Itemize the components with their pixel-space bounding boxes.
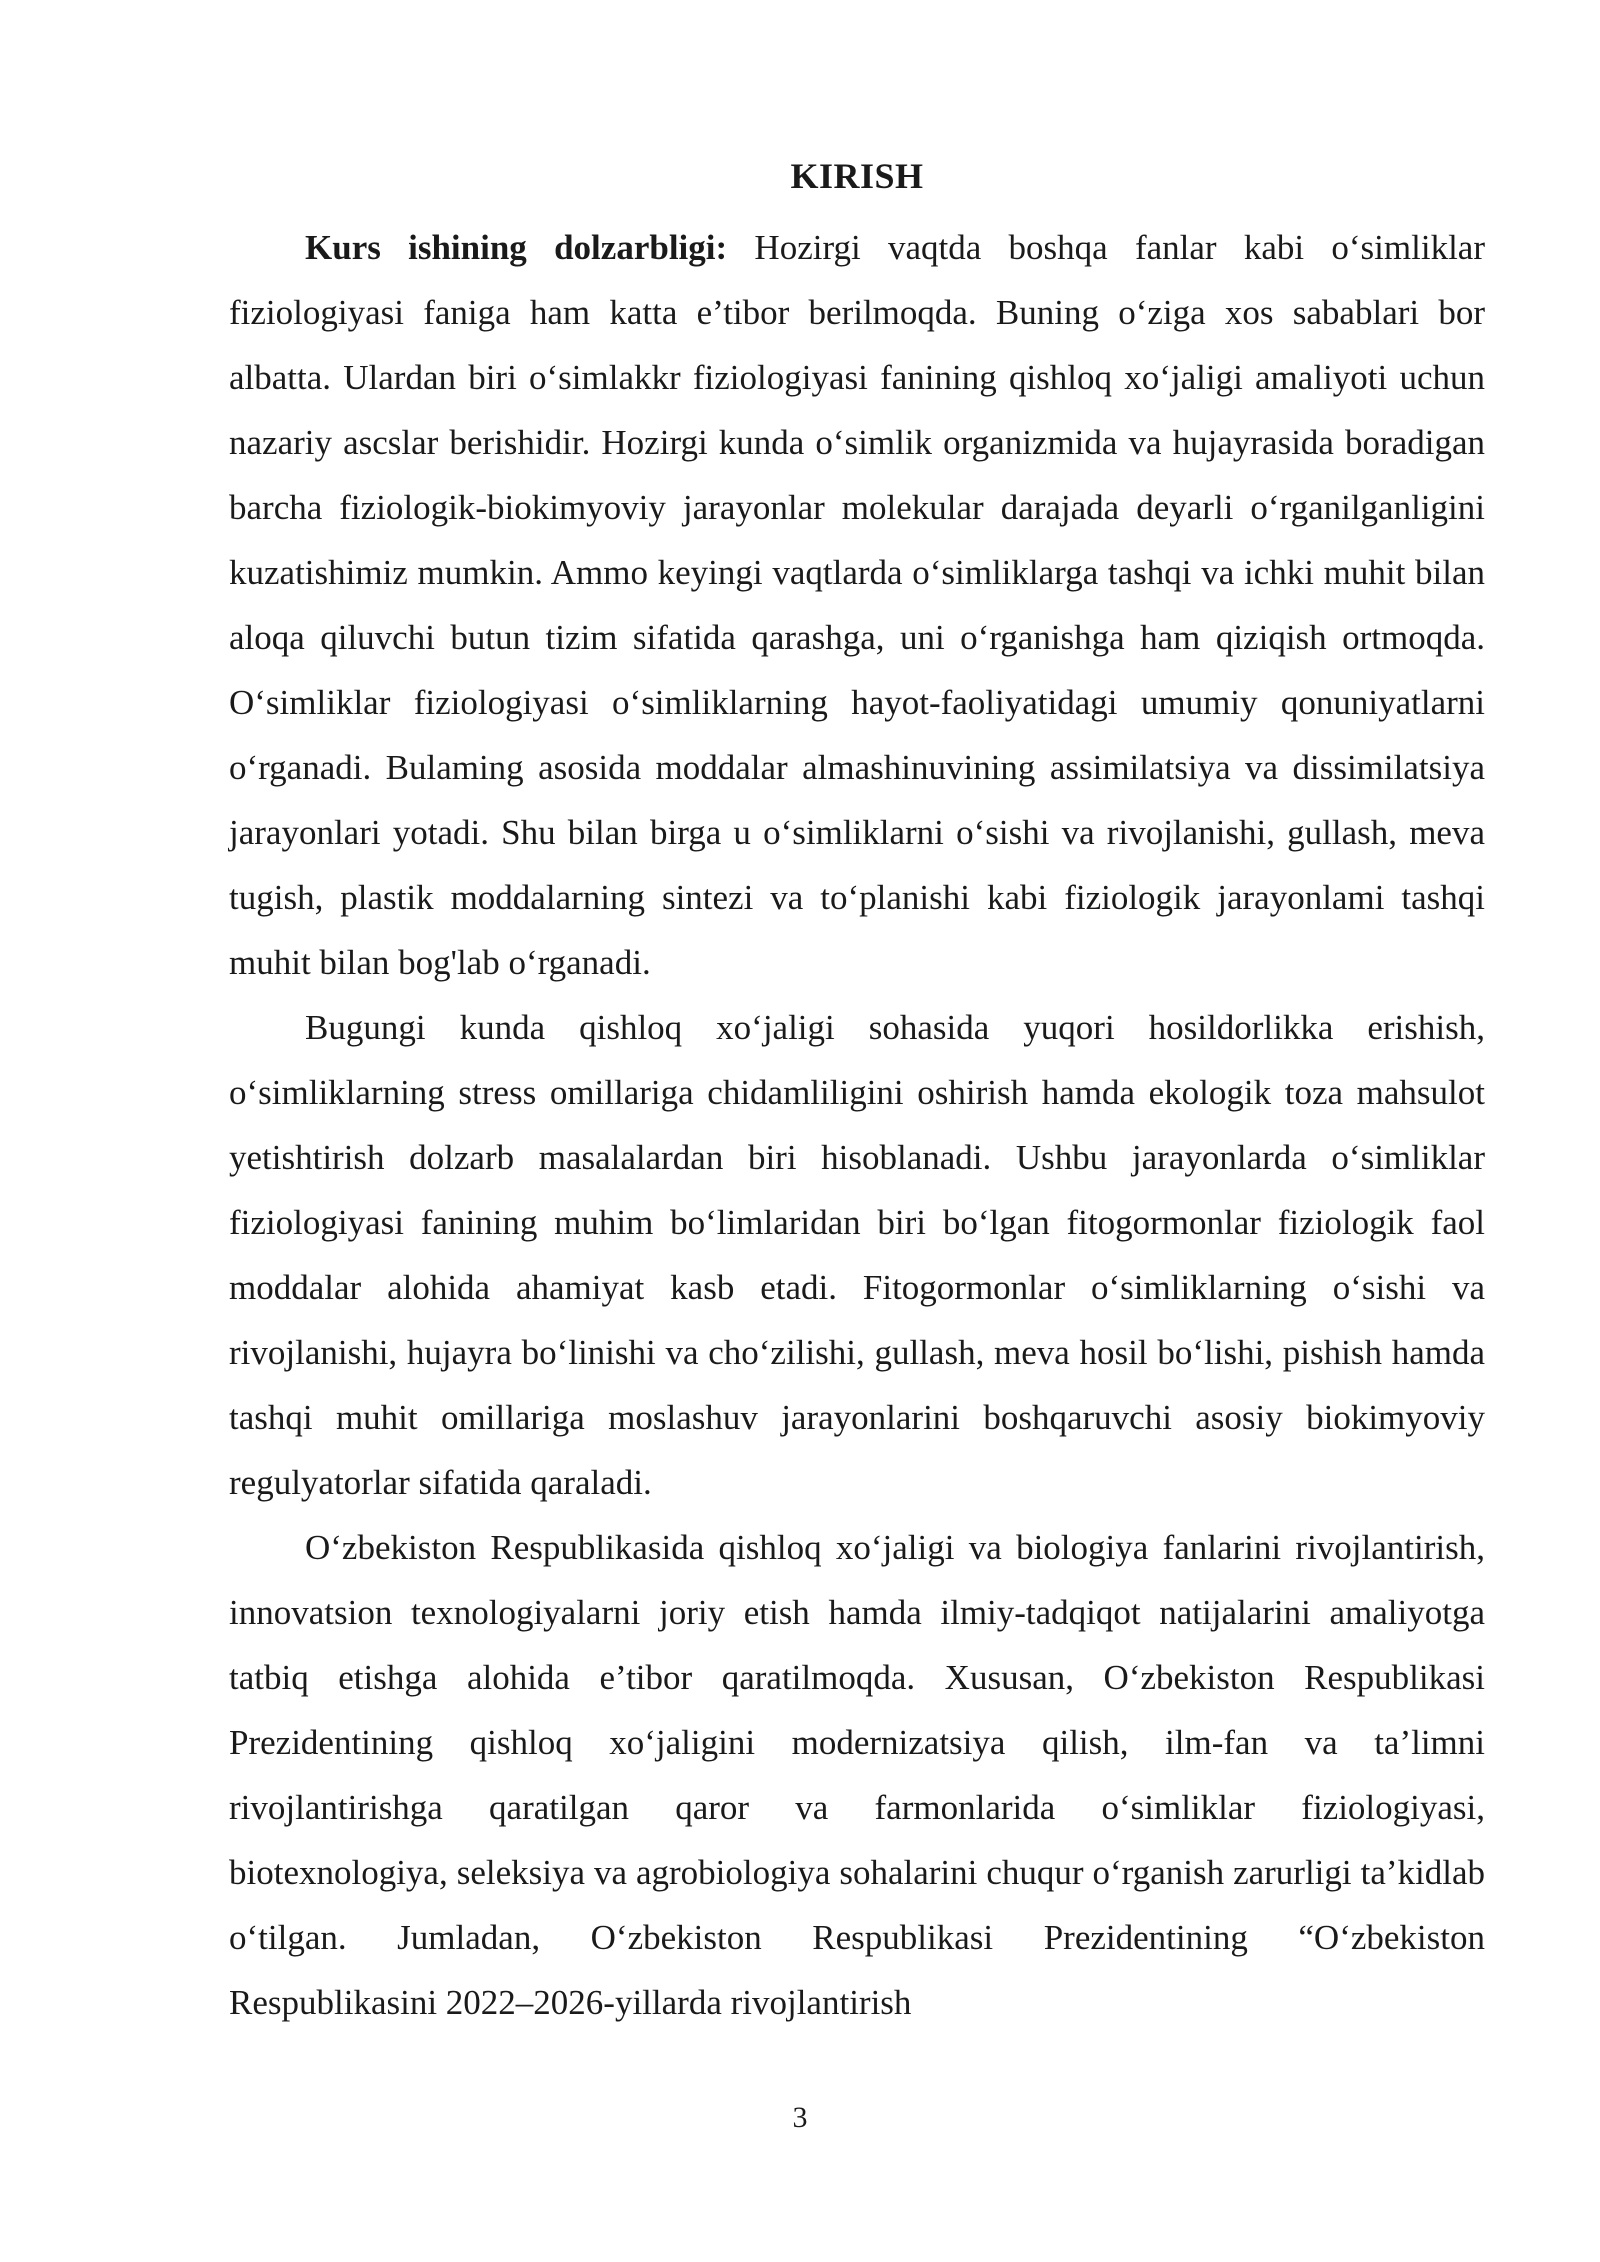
paragraph-relevance: [229, 215, 1485, 995]
paragraph-text: O‘zbekiston Respublikasida qishloq xo‘jaligi va biologiya fanlarini rivojlantirish, innovatsion texnologiyalarni joriy etish hamda ilmiy-tadqiqot natijalarini amaliyotga tatbiq etishga alohida e’tibor qaratilmoqda. Xususan, O‘zbekiston Respublikasi Prezidentining qishloq xo‘jaligini modernizatsiya qilish, ilm-fan va ta’limni rivojlantirishga qaratilgan qaror va farmonlarida o‘simliklar fiziologiyasi, biotexnologiya, seleksiya va agrobiologiya sohalarini chuqur o‘rganish zarurligi ta’kidlab o‘tilgan. Jumladan, O‘zbekiston Respublikasi Prezidentining “O‘zbekiston Respublikasini 2022–2026-yillarda rivojlantirish: [229, 1528, 1485, 2022]
document-body: [229, 150, 1485, 2035]
page-title: KIRISH: [790, 156, 924, 196]
paragraph-text: Bugungi kunda qishloq xo‘jaligi sohasida yuqori hosildorlikka erishish, o‘simliklarning stress omillariga chidamliligini oshirish hamda ekologik toza mahsulot yetishtirish dolzarb masalalardan biri hisoblanadi. Ushbu jarayonlarda o‘simliklar fiziologiyasi fanining muhim bo‘limlaridan biri bo‘lgan fitogormonlar fiziologik faol moddalar alohida ahamiyat kasb etadi. Fitogormonlar o‘simliklarning o‘sishi va rivojlanishi, hujayra bo‘linishi va cho‘zilishi, gullash, meva hosil bo‘lishi, pishish hamda tashqi muhit omillariga moslashuv jarayonlarini boshqaruvchi asosiy biokimyoviy regulyatorlar sifatida qaraladi.: [229, 1008, 1485, 1502]
paragraph-uzbekistan: [229, 1515, 1485, 2035]
paragraph-text: Hozirgi vaqtda boshqa fanlar kabi o‘simliklar fiziologiyasi faniga ham katta e’tibor berilmoqda. Buning o‘ziga xos sabablari bor albatta. Ulardan biri o‘simlakkr fiziologiyasi fanining qishloq xo‘jaligi amaliyoti uchun nazariy ascslar berishidir. Hozirgi kunda o‘simlik organizmida va hujayrasida boradigan barcha fiziologik-biokimyoviy jarayonlar molekular darajada deyarli o‘rganilganligini kuzatishimiz mumkin. Ammo keyingi vaqtlarda o‘simliklarga tashqi va ichki muhit bilan aloqa qiluvchi butun tizim sifatida qarashga, uni o‘rganishga ham qiziqish ortmoqda. O‘simliklar fiziologiyasi o‘simliklarning hayot-faoliyatidagi umumiy qonuniyatlarni o‘rganadi. Bulaming asosida moddalar almashinuvining assimilatsiya va dissimilatsiya jarayonlari yotadi. Shu bilan birga u o‘simliklarni o‘sishi va rivojlanishi, gullash, meva tugish, plastik moddalarning sintezi va to‘planishi kabi fiziologik jarayonlami tashqi muhit bilan bog'lab o‘rganadi.: [229, 228, 1485, 982]
paragraph-phytohormones: [229, 995, 1485, 1515]
page-number: 3: [792, 2101, 808, 2134]
paragraph-lead: Kurs ishining dolzarbligi:: [305, 228, 728, 267]
